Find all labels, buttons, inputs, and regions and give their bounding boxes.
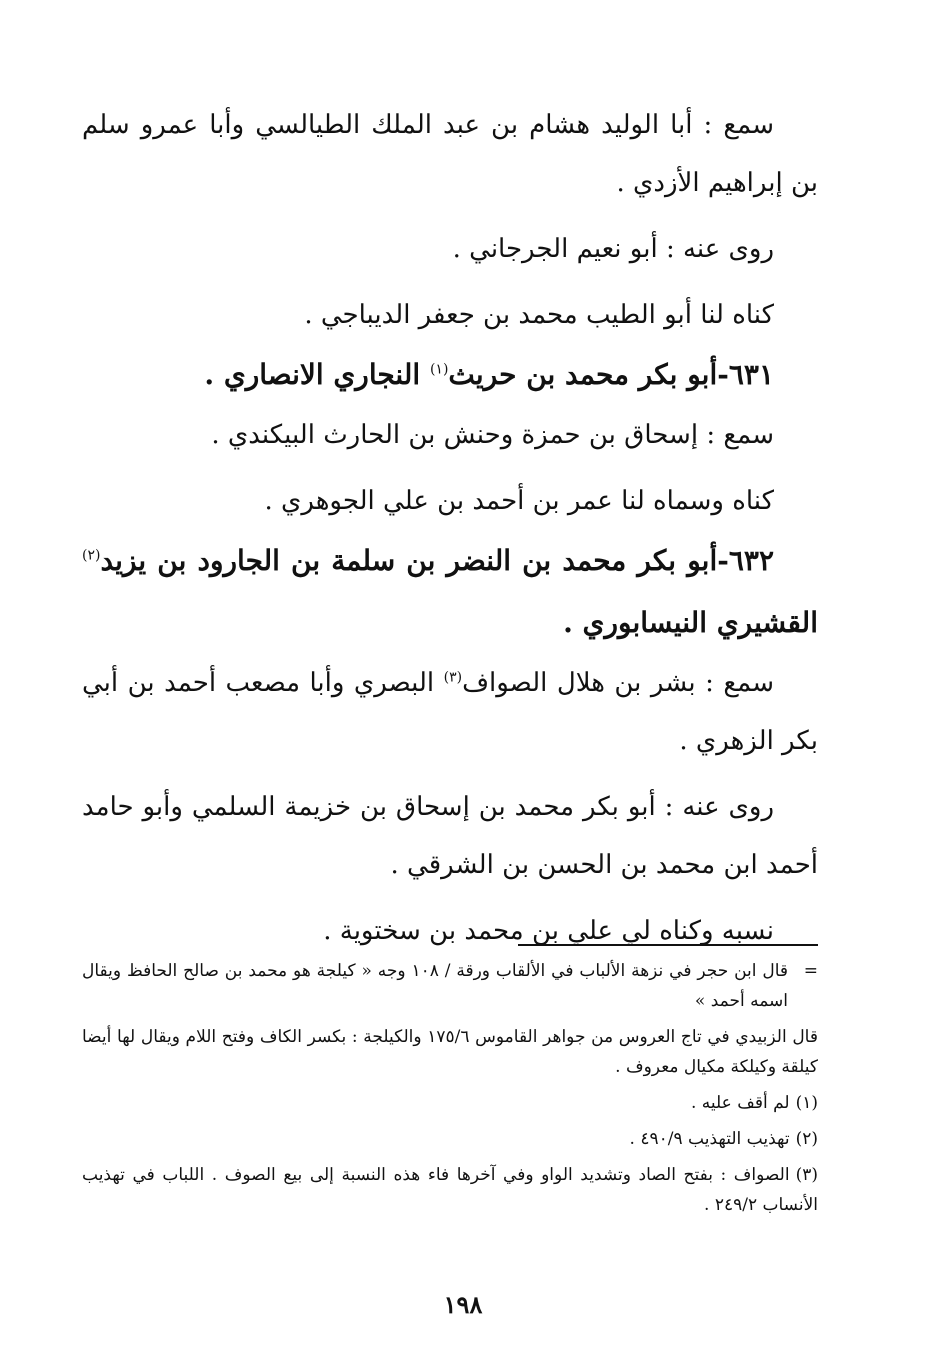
footnote-continued-text: قال ابن حجر في نزهة الألباب في الألقاب ورقة / ١٠٨ وجه « كيلجة هو محمد بن صالح الحافظ ويقال اسمه أحمد » [82, 961, 789, 1011]
footnote-2 [82, 1124, 818, 1154]
footnote-2-mark: (٢) [795, 1129, 818, 1149]
entry-631-heading [82, 344, 818, 406]
footnote-divider [518, 944, 818, 946]
paragraph-heard-from: سمع : أبا الوليد هشام بن عبد الملك الطيالسي وأبا عمرو سلم بن إبراهيم الأزدي . [82, 110, 818, 198]
footnote-1-mark: (١) [795, 1093, 818, 1113]
footnote-ref-1: (١) [429, 361, 449, 378]
page-number: ١٩٨ [443, 1290, 483, 1319]
entry-632-number: ٦٣٢- [717, 544, 774, 577]
paragraph-632-narrated-by: روى عنه : أبو بكر محمد بن إسحاق بن خزيمة السلمي وأبو حامد أحمد ابن محمد بن الحسن بن الشرقي . [82, 792, 818, 880]
paragraph-632-heard-from [82, 654, 818, 770]
footnote-1 [82, 1088, 818, 1118]
paragraph-632-lineage-source: نسبه وكناه لي علي بن محمد بن سختوية . [323, 916, 774, 946]
footnotes [82, 956, 818, 1226]
footnote-ref-2: (٢) [82, 547, 101, 564]
entry-632-name: أبو بكر محمد بن النضر بن سلمة بن الجارود بن يزيد [100, 544, 718, 577]
paragraph-narrated-by: روى عنه : أبو نعيم الجرجاني . [452, 234, 774, 264]
footnote-3-mark: (٣) [795, 1165, 818, 1185]
paragraph-632-heard-from-start: سمع : بشر بن هلال الصواف [462, 668, 774, 698]
footnote-zabidi: قال الزبيدي في تاج العروس من جواهر القاموس ١٧٥/٦ والكيلجة : بكسر الكاف وفتح اللام ويقال لها أيضا كيلقة وكيلكة مكيال معروف . [82, 1027, 818, 1077]
paragraph-631-kunya-source: كناه وسماه لنا عمر بن أحمد بن علي الجوهري . [264, 486, 774, 516]
paragraph-kunya-source: كناه لنا أبو الطيب محمد بن جعفر الديباجي . [304, 300, 774, 330]
footnote-ref-3: (٣) [443, 669, 463, 686]
continuation-mark: = [803, 961, 818, 981]
entry-632-nisba: القشيري النيسابوري . [563, 606, 818, 639]
footnote-2-text: تهذيب التهذيب ٤٩٠/٩ . [629, 1129, 790, 1149]
entry-631-number: ٦٣١- [717, 358, 774, 391]
main-text [82, 96, 818, 960]
paragraph-632-heard-from-end: البصري وأبا مصعب أحمد بن أبي بكر الزهري . [82, 668, 818, 756]
footnote-3-text: الصواف : بفتح الصاد وتشديد الواو وفي آخرها فاء هذه النسبة إلى بيع الصوف . اللباب في تهذيب الأنساب ٢٤٩/٢ . [82, 1165, 818, 1215]
footnote-3 [82, 1160, 818, 1220]
entry-631-nisba: النجاري الانصاري . [204, 358, 430, 391]
footnote-continued [82, 956, 818, 1016]
entry-631-name: أبو بكر محمد بن حريث [448, 358, 718, 391]
paragraph-631-heard-from: سمع : إسحاق بن حمزة وحنش بن الحارث البيكندي . [211, 420, 774, 450]
footnote-1-text: لم أقف عليه . [691, 1093, 790, 1113]
entry-632-heading [82, 530, 818, 654]
